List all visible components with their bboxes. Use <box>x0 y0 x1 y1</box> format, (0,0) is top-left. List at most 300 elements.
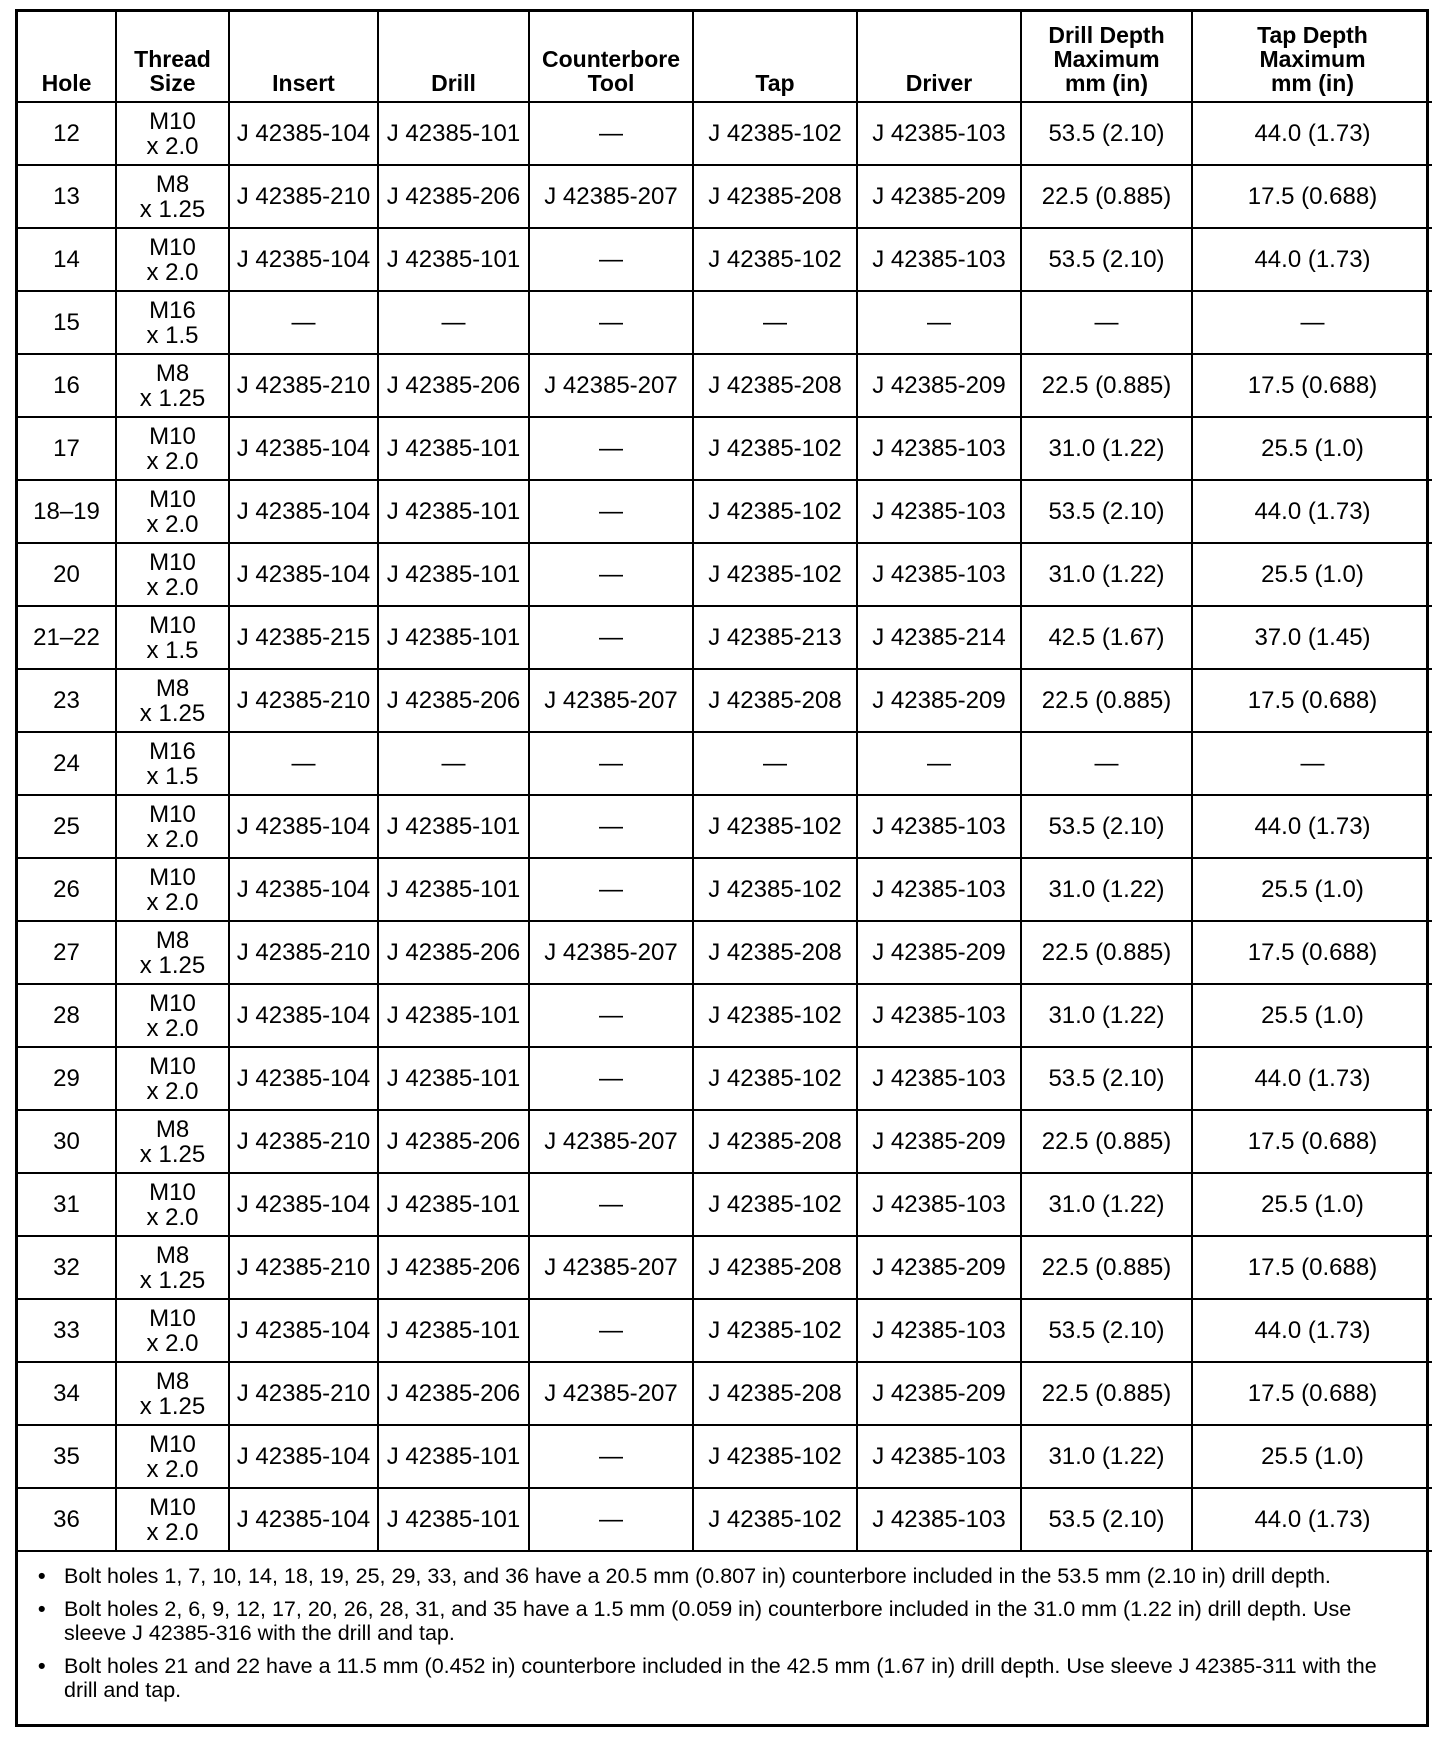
table-row <box>18 480 1432 543</box>
column-header-tap <box>693 12 857 102</box>
cell-drill-depth: 22.5 (0.885) <box>1021 354 1192 417</box>
cell-hole: 33 <box>18 1299 116 1362</box>
column-header-tap-depth <box>1192 12 1432 102</box>
cell-drill-depth: 53.5 (2.10) <box>1021 1299 1192 1362</box>
table-row <box>18 921 1432 984</box>
cell-tap-depth: 17.5 (0.688) <box>1192 354 1432 417</box>
thread-size-line: M16 <box>149 737 196 765</box>
table-row <box>18 543 1432 606</box>
cell-tap-depth: 37.0 (1.45) <box>1192 606 1432 669</box>
cell-drill: — <box>378 732 529 795</box>
cell-counterbore: J 42385-207 <box>529 1110 693 1173</box>
column-header-drill <box>378 12 529 102</box>
cell-drill: J 42385-206 <box>378 1362 529 1425</box>
cell-counterbore: — <box>529 417 693 480</box>
cell-thread <box>116 417 229 480</box>
cell-drill-depth: 31.0 (1.22) <box>1021 1173 1192 1236</box>
column-header-line: Counterbore <box>542 46 680 72</box>
cell-tap: J 42385-102 <box>693 795 857 858</box>
cell-drill-depth: 31.0 (1.22) <box>1021 417 1192 480</box>
cell-hole: 27 <box>18 921 116 984</box>
cell-hole: 30 <box>18 1110 116 1173</box>
cell-insert: J 42385-104 <box>229 1047 378 1110</box>
cell-drill-depth: 53.5 (2.10) <box>1021 1047 1192 1110</box>
column-header-line: mm (in) <box>1064 70 1149 96</box>
cell-tap: — <box>693 291 857 354</box>
cell-drill: J 42385-101 <box>378 1425 529 1488</box>
cell-drill: J 42385-206 <box>378 669 529 732</box>
cell-tap-depth: — <box>1192 291 1432 354</box>
cell-thread <box>116 291 229 354</box>
note-text: Bolt holes 1, 7, 10, 14, 18, 19, 25, 29, 33, and 36 have a 20.5 mm (0.807 in) counterbore included in the 53.5 mm (2.10 in) drill depth. <box>64 1564 1331 1588</box>
cell-thread <box>116 102 229 165</box>
thread-size-line: x 2.0 <box>146 1518 199 1546</box>
thread-size-line: M10 <box>149 863 196 891</box>
column-header-line: Tool <box>587 70 635 96</box>
cell-counterbore: — <box>529 102 693 165</box>
thread-size-line: x 2.0 <box>146 825 199 853</box>
cell-drill: J 42385-206 <box>378 921 529 984</box>
thread-size-line: M8 <box>155 926 190 954</box>
cell-thread <box>116 1488 229 1551</box>
cell-tap-depth: 44.0 (1.73) <box>1192 228 1432 291</box>
table-row <box>18 1299 1432 1362</box>
cell-hole: 35 <box>18 1425 116 1488</box>
cell-driver: J 42385-209 <box>857 1236 1021 1299</box>
cell-counterbore: — <box>529 858 693 921</box>
cell-tap: J 42385-102 <box>693 102 857 165</box>
thread-size-line: x 2.0 <box>146 1329 199 1357</box>
cell-tap: — <box>693 732 857 795</box>
column-header-line: Insert <box>272 70 335 96</box>
cell-tap-depth: 25.5 (1.0) <box>1192 984 1432 1047</box>
cell-tap: J 42385-102 <box>693 1047 857 1110</box>
cell-hole: 12 <box>18 102 116 165</box>
cell-tap: J 42385-102 <box>693 480 857 543</box>
cell-insert: J 42385-104 <box>229 795 378 858</box>
table-row <box>18 858 1432 921</box>
cell-drill-depth: 22.5 (0.885) <box>1021 1110 1192 1173</box>
cell-tap: J 42385-208 <box>693 1236 857 1299</box>
cell-driver: J 42385-103 <box>857 1173 1021 1236</box>
cell-counterbore: J 42385-207 <box>529 354 693 417</box>
column-header-line: mm (in) <box>1270 70 1355 96</box>
thread-size-line: x 1.5 <box>146 321 199 349</box>
cell-hole: 21–22 <box>18 606 116 669</box>
cell-drill: J 42385-101 <box>378 858 529 921</box>
column-header-line: Tap <box>755 70 795 96</box>
cell-driver: J 42385-209 <box>857 1110 1021 1173</box>
header-row <box>18 12 1432 102</box>
notes-section <box>18 1552 1426 1712</box>
note-item <box>38 1597 1414 1645</box>
cell-insert: J 42385-210 <box>229 669 378 732</box>
table-row <box>18 1236 1432 1299</box>
cell-counterbore: — <box>529 543 693 606</box>
column-header-line: Thread <box>134 46 211 72</box>
cell-insert: J 42385-210 <box>229 165 378 228</box>
cell-thread <box>116 669 229 732</box>
table-row <box>18 984 1432 1047</box>
thread-size-line: x 2.0 <box>146 573 199 601</box>
cell-insert: J 42385-104 <box>229 417 378 480</box>
cell-thread <box>116 1047 229 1110</box>
cell-insert: J 42385-104 <box>229 1173 378 1236</box>
table-row <box>18 1362 1432 1425</box>
cell-drill-depth: 53.5 (2.10) <box>1021 480 1192 543</box>
table-row <box>18 1173 1432 1236</box>
cell-counterbore: J 42385-207 <box>529 1362 693 1425</box>
cell-tap: J 42385-102 <box>693 984 857 1047</box>
cell-hole: 26 <box>18 858 116 921</box>
cell-tap-depth: 44.0 (1.73) <box>1192 1299 1432 1362</box>
cell-tap: J 42385-102 <box>693 228 857 291</box>
thread-size-line: x 1.25 <box>139 1140 206 1168</box>
cell-thread <box>116 795 229 858</box>
thread-size-line: x 1.25 <box>139 384 206 412</box>
cell-thread <box>116 1173 229 1236</box>
cell-thread <box>116 921 229 984</box>
table-row <box>18 1047 1432 1110</box>
cell-thread <box>116 354 229 417</box>
cell-hole: 20 <box>18 543 116 606</box>
thread-size-line: M10 <box>149 989 196 1017</box>
cell-counterbore: — <box>529 228 693 291</box>
cell-drill: J 42385-101 <box>378 1488 529 1551</box>
cell-insert: J 42385-210 <box>229 354 378 417</box>
cell-driver: J 42385-103 <box>857 228 1021 291</box>
cell-driver: J 42385-103 <box>857 1047 1021 1110</box>
cell-drill-depth: 31.0 (1.22) <box>1021 858 1192 921</box>
column-header-driver <box>857 12 1021 102</box>
cell-driver: J 42385-209 <box>857 669 1021 732</box>
thread-size-line: M10 <box>149 1178 196 1206</box>
thread-size-line: x 2.0 <box>146 510 199 538</box>
cell-insert: J 42385-104 <box>229 1299 378 1362</box>
column-header-line: Drill <box>431 70 476 96</box>
thread-size-line: x 2.0 <box>146 1014 199 1042</box>
thread-size-line: M10 <box>149 611 196 639</box>
cell-hole: 28 <box>18 984 116 1047</box>
cell-tap: J 42385-102 <box>693 417 857 480</box>
cell-counterbore: — <box>529 1425 693 1488</box>
thread-size-line: x 1.5 <box>146 636 199 664</box>
table-header <box>18 12 1432 102</box>
cell-thread <box>116 543 229 606</box>
column-header-drill-depth <box>1021 12 1192 102</box>
cell-drill-depth: 31.0 (1.22) <box>1021 543 1192 606</box>
table-row <box>18 228 1432 291</box>
cell-tap-depth: 17.5 (0.688) <box>1192 165 1432 228</box>
thread-size-line: M10 <box>149 800 196 828</box>
table-row <box>18 417 1432 480</box>
thread-size-line: x 2.0 <box>146 258 199 286</box>
cell-insert: J 42385-104 <box>229 858 378 921</box>
bullet-icon: • <box>38 1597 46 1621</box>
cell-insert: J 42385-104 <box>229 228 378 291</box>
cell-counterbore: — <box>529 1047 693 1110</box>
cell-hole: 23 <box>18 669 116 732</box>
cell-driver: J 42385-103 <box>857 984 1021 1047</box>
cell-tap-depth: 44.0 (1.73) <box>1192 1047 1432 1110</box>
thread-size-line: M8 <box>155 170 190 198</box>
table-row <box>18 1488 1432 1551</box>
hole-repair-tool-table <box>18 12 1432 1552</box>
cell-counterbore: — <box>529 732 693 795</box>
cell-insert: — <box>229 291 378 354</box>
thread-size-line: M8 <box>155 1367 190 1395</box>
cell-driver: J 42385-103 <box>857 543 1021 606</box>
column-header-line: Maximum <box>1259 46 1366 72</box>
cell-drill: J 42385-101 <box>378 102 529 165</box>
table-row <box>18 354 1432 417</box>
thread-size-line: M10 <box>149 485 196 513</box>
note-text: Bolt holes 2, 6, 9, 12, 17, 20, 26, 28, 31, and 35 have a 1.5 mm (0.059 in) counterbore included in the 31.0 mm (1.22 in) drill depth. Use sleeve J 42385-316 with the drill and tap. <box>64 1597 1352 1645</box>
thread-size-line: M10 <box>149 1052 196 1080</box>
cell-driver: J 42385-103 <box>857 1299 1021 1362</box>
column-header-thread-size <box>116 12 229 102</box>
cell-tap-depth: 44.0 (1.73) <box>1192 1488 1432 1551</box>
cell-drill-depth: 31.0 (1.22) <box>1021 984 1192 1047</box>
cell-hole: 18–19 <box>18 480 116 543</box>
thread-size-line: x 1.5 <box>146 762 199 790</box>
cell-drill-depth: 53.5 (2.10) <box>1021 102 1192 165</box>
thread-size-line: M8 <box>155 1241 190 1269</box>
thread-size-line: x 1.25 <box>139 1392 206 1420</box>
table-row <box>18 1425 1432 1488</box>
column-header-line: Drill Depth <box>1048 22 1165 48</box>
cell-drill: J 42385-101 <box>378 417 529 480</box>
cell-thread <box>116 606 229 669</box>
cell-counterbore: J 42385-207 <box>529 921 693 984</box>
cell-drill: J 42385-101 <box>378 795 529 858</box>
column-header-line: Hole <box>41 70 92 96</box>
cell-drill-depth: 53.5 (2.10) <box>1021 228 1192 291</box>
thread-size-line: M10 <box>149 422 196 450</box>
column-header-hole <box>18 12 116 102</box>
cell-drill-depth: 22.5 (0.885) <box>1021 921 1192 984</box>
table-row <box>18 291 1432 354</box>
cell-tap-depth: 17.5 (0.688) <box>1192 669 1432 732</box>
thread-size-line: x 2.0 <box>146 1203 199 1231</box>
cell-drill-depth: — <box>1021 291 1192 354</box>
cell-drill-depth: 22.5 (0.885) <box>1021 1362 1192 1425</box>
thread-size-line: M10 <box>149 1430 196 1458</box>
cell-counterbore: — <box>529 606 693 669</box>
cell-counterbore: — <box>529 984 693 1047</box>
cell-thread <box>116 732 229 795</box>
cell-tap: J 42385-208 <box>693 669 857 732</box>
cell-counterbore: J 42385-207 <box>529 1236 693 1299</box>
cell-counterbore: — <box>529 1299 693 1362</box>
cell-insert: J 42385-210 <box>229 1110 378 1173</box>
thread-size-line: x 2.0 <box>146 1455 199 1483</box>
thread-size-line: M10 <box>149 233 196 261</box>
note-text: Bolt holes 21 and 22 have a 11.5 mm (0.452 in) counterbore included in the 42.5 mm (1.67 in) drill depth. Use sleeve J 42385-311 with the drill and tap. <box>64 1654 1377 1702</box>
table-row <box>18 732 1432 795</box>
cell-tap-depth: 25.5 (1.0) <box>1192 417 1432 480</box>
cell-drill: J 42385-101 <box>378 1173 529 1236</box>
thread-size-line: x 1.25 <box>139 951 206 979</box>
cell-tap: J 42385-102 <box>693 1299 857 1362</box>
cell-insert: J 42385-215 <box>229 606 378 669</box>
cell-insert: J 42385-210 <box>229 921 378 984</box>
cell-hole: 31 <box>18 1173 116 1236</box>
cell-hole: 16 <box>18 354 116 417</box>
note-item <box>38 1564 1414 1588</box>
cell-counterbore: — <box>529 1488 693 1551</box>
cell-hole: 29 <box>18 1047 116 1110</box>
cell-thread <box>116 228 229 291</box>
cell-insert: J 42385-104 <box>229 984 378 1047</box>
cell-thread <box>116 1236 229 1299</box>
thread-size-line: x 1.25 <box>139 699 206 727</box>
cell-driver: J 42385-209 <box>857 1362 1021 1425</box>
thread-size-line: x 1.25 <box>139 1266 206 1294</box>
tool-chart-sheet <box>15 9 1429 1727</box>
cell-driver: J 42385-103 <box>857 1488 1021 1551</box>
cell-hole: 25 <box>18 795 116 858</box>
cell-tap: J 42385-208 <box>693 921 857 984</box>
thread-size-line: M8 <box>155 359 190 387</box>
cell-thread <box>116 1299 229 1362</box>
cell-driver: J 42385-209 <box>857 921 1021 984</box>
cell-insert: J 42385-104 <box>229 543 378 606</box>
column-header-line: Size <box>149 70 196 96</box>
cell-insert: J 42385-210 <box>229 1236 378 1299</box>
thread-size-line: M10 <box>149 548 196 576</box>
cell-driver: J 42385-209 <box>857 354 1021 417</box>
cell-drill: J 42385-101 <box>378 606 529 669</box>
column-header-insert <box>229 12 378 102</box>
cell-tap-depth: 25.5 (1.0) <box>1192 1425 1432 1488</box>
cell-drill: J 42385-206 <box>378 354 529 417</box>
column-header-counterbore-tool <box>529 12 693 102</box>
thread-size-line: x 2.0 <box>146 447 199 475</box>
cell-drill: J 42385-206 <box>378 1110 529 1173</box>
cell-drill: — <box>378 291 529 354</box>
cell-tap: J 42385-213 <box>693 606 857 669</box>
cell-driver: — <box>857 732 1021 795</box>
cell-thread <box>116 165 229 228</box>
cell-thread <box>116 984 229 1047</box>
cell-driver: J 42385-103 <box>857 1425 1021 1488</box>
thread-size-line: M10 <box>149 107 196 135</box>
cell-tap-depth: — <box>1192 732 1432 795</box>
table-body <box>18 102 1432 1551</box>
cell-drill-depth: 53.5 (2.10) <box>1021 1488 1192 1551</box>
cell-insert: J 42385-210 <box>229 1362 378 1425</box>
cell-hole: 24 <box>18 732 116 795</box>
cell-tap-depth: 17.5 (0.688) <box>1192 1362 1432 1425</box>
cell-drill: J 42385-206 <box>378 165 529 228</box>
column-header-line: Maximum <box>1053 46 1160 72</box>
cell-drill: J 42385-101 <box>378 228 529 291</box>
table-row <box>18 1110 1432 1173</box>
cell-drill: J 42385-101 <box>378 984 529 1047</box>
cell-tap-depth: 25.5 (1.0) <box>1192 858 1432 921</box>
cell-hole: 13 <box>18 165 116 228</box>
cell-drill-depth: 42.5 (1.67) <box>1021 606 1192 669</box>
cell-tap: J 42385-102 <box>693 1173 857 1236</box>
cell-drill: J 42385-101 <box>378 480 529 543</box>
cell-hole: 32 <box>18 1236 116 1299</box>
bullet-icon: • <box>38 1564 46 1588</box>
cell-tap: J 42385-102 <box>693 1425 857 1488</box>
thread-size-line: M8 <box>155 674 190 702</box>
cell-tap: J 42385-208 <box>693 165 857 228</box>
cell-tap: J 42385-208 <box>693 1110 857 1173</box>
cell-tap-depth: 44.0 (1.73) <box>1192 480 1432 543</box>
cell-driver: J 42385-209 <box>857 165 1021 228</box>
cell-thread <box>116 480 229 543</box>
column-header-line: Driver <box>905 70 973 96</box>
cell-hole: 36 <box>18 1488 116 1551</box>
cell-drill: J 42385-101 <box>378 1047 529 1110</box>
cell-insert: J 42385-104 <box>229 1488 378 1551</box>
thread-size-line: x 2.0 <box>146 1077 199 1105</box>
cell-tap: J 42385-102 <box>693 1488 857 1551</box>
table-row <box>18 102 1432 165</box>
cell-drill-depth: 53.5 (2.10) <box>1021 795 1192 858</box>
cell-counterbore: — <box>529 1173 693 1236</box>
thread-size-line: x 1.25 <box>139 195 206 223</box>
cell-insert: — <box>229 732 378 795</box>
thread-size-line: M16 <box>149 296 196 324</box>
cell-tap-depth: 17.5 (0.688) <box>1192 1110 1432 1173</box>
cell-thread <box>116 1425 229 1488</box>
cell-insert: J 42385-104 <box>229 102 378 165</box>
cell-drill-depth: 22.5 (0.885) <box>1021 669 1192 732</box>
cell-tap: J 42385-208 <box>693 1362 857 1425</box>
cell-hole: 34 <box>18 1362 116 1425</box>
cell-insert: J 42385-104 <box>229 480 378 543</box>
cell-tap-depth: 25.5 (1.0) <box>1192 1173 1432 1236</box>
cell-driver: J 42385-214 <box>857 606 1021 669</box>
cell-tap-depth: 44.0 (1.73) <box>1192 795 1432 858</box>
cell-tap-depth: 44.0 (1.73) <box>1192 102 1432 165</box>
cell-hole: 15 <box>18 291 116 354</box>
cell-drill: J 42385-206 <box>378 1236 529 1299</box>
table-row <box>18 165 1432 228</box>
thread-size-line: M10 <box>149 1304 196 1332</box>
cell-driver: J 42385-103 <box>857 480 1021 543</box>
cell-counterbore: J 42385-207 <box>529 165 693 228</box>
cell-hole: 14 <box>18 228 116 291</box>
cell-drill: J 42385-101 <box>378 543 529 606</box>
cell-driver: J 42385-103 <box>857 417 1021 480</box>
cell-driver: J 42385-103 <box>857 795 1021 858</box>
cell-driver: J 42385-103 <box>857 102 1021 165</box>
cell-drill-depth: — <box>1021 732 1192 795</box>
cell-driver: — <box>857 291 1021 354</box>
table-row <box>18 606 1432 669</box>
thread-size-line: x 2.0 <box>146 888 199 916</box>
column-header-line: Tap Depth <box>1257 22 1368 48</box>
cell-driver: J 42385-103 <box>857 858 1021 921</box>
cell-thread <box>116 1110 229 1173</box>
cell-counterbore: — <box>529 795 693 858</box>
cell-drill-depth: 22.5 (0.885) <box>1021 165 1192 228</box>
table-row <box>18 795 1432 858</box>
bullet-icon: • <box>38 1654 46 1678</box>
cell-counterbore: — <box>529 291 693 354</box>
cell-tap: J 42385-102 <box>693 858 857 921</box>
cell-counterbore: J 42385-207 <box>529 669 693 732</box>
cell-tap-depth: 17.5 (0.688) <box>1192 921 1432 984</box>
thread-size-line: M10 <box>149 1493 196 1521</box>
note-item <box>38 1654 1414 1702</box>
